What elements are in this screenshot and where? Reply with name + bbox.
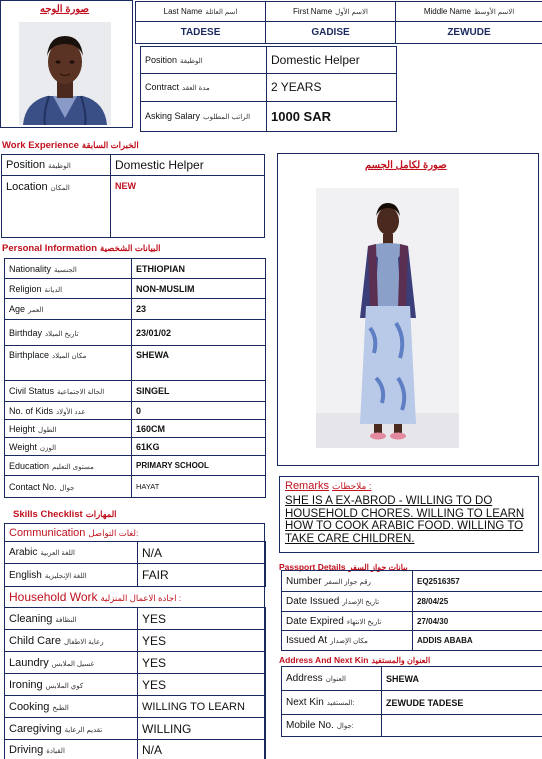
position-label-ar: الوظيفة <box>180 58 203 66</box>
education-label: Education <box>9 460 50 471</box>
passport-table: Number رقم جواز السفر EQ2516357 Date Issued تاريخ الإصدار 28/04/25 Date Expired تاريخ الانتهاء 27/04/30 Issued At مكان الإصدار ADDIS ABABA <box>281 570 542 651</box>
driving-value: N/A <box>138 740 266 759</box>
ironing-label: Ironing <box>9 678 43 691</box>
child-care-value: YES <box>138 630 266 652</box>
we-location-value: NEW <box>111 176 265 238</box>
age-label: Age <box>9 304 26 314</box>
body-photo-title: صورة لكامل الجسم <box>365 160 447 171</box>
first-name-label: First Name <box>293 7 333 16</box>
religion-value: NON-MUSLIM <box>132 279 266 299</box>
nationality-label: Nationality <box>9 263 52 274</box>
first-name-label-ar: الاسم الأول <box>335 9 368 16</box>
birthplace-value: SHEWA <box>132 346 266 381</box>
middle-name-label-ar: الاسم الأوسط <box>473 9 515 16</box>
contract-label-ar: مدة العقد <box>182 85 210 93</box>
address-value: SHEWA <box>382 667 542 691</box>
civil-status-value: SINGEL <box>132 381 266 402</box>
communication-title: Communication لغات التواصل: <box>9 527 139 539</box>
next-kin-value: ZEWUDE TADESE <box>382 691 542 715</box>
birthday-value: 23/01/02 <box>132 320 266 346</box>
caregiving-label: Caregiving <box>9 722 62 735</box>
name-table <box>135 1 542 44</box>
position-label: Position <box>145 55 178 66</box>
middle-name-value: ZEWUDE <box>396 22 542 44</box>
address-table: Address العنوان SHEWA Next Kin المستفيد: ZEWUDE TADESE Mobile No. جوال: <box>281 666 542 737</box>
height-label: Height <box>9 423 36 434</box>
arabic-label: Arabic <box>9 547 38 558</box>
remarks-text: SHE IS A EX-ABROD - WILLING TO DO HOUSEHOLD CHORES. WILLING TO LEARN HOW TO COOK ARABIC FOOD. WILLING TO TAKE CARE CHILDREN. <box>285 495 525 545</box>
personal-info-title: Personal Information البيانات الشخصية <box>2 243 161 254</box>
civil-status-label: Civil Status <box>9 386 55 396</box>
date-issued-label: Date Issued <box>286 596 340 607</box>
household-title: Household Work اجادة الاعمال المنزلية : <box>9 590 182 604</box>
cleaning-label: Cleaning <box>9 612 53 625</box>
caregiving-value: WILLING <box>138 718 266 740</box>
mobile-label: Mobile No. <box>286 720 334 731</box>
first-name-value: GADISE <box>266 22 396 44</box>
last-name-label-ar: اسم العائلة <box>205 9 238 16</box>
personal-info-table: Nationality الجنسية ETHIOPIAN Religion الديانة NON-MUSLIM Age العمر 23 Birthday تاريخ الميلاد 23/01/02 Birthplace مكان الميلاد SHEWA Civil Status الحالة الاجتماعية SINGEL No. of Kids عدد الأولاد 0 Height الطول 160CM Weight الوزن 61KG Education مستوى التعليم PRIMARY SCHOOL Contact No. جوال HAYAT <box>4 258 266 498</box>
mobile-value <box>382 715 542 737</box>
contact-label: Contact No. <box>9 481 57 492</box>
languages-table: Arabic اللغة العربية N/A English اللغة الإنجليزية FAIR <box>4 541 266 587</box>
position-value: Domestic Helper <box>267 47 397 74</box>
passport-title: Passport Details بيانات جواز السفر <box>279 562 408 572</box>
last-name-label: Last Name <box>163 7 203 16</box>
next-kin-label: Next Kin <box>286 697 324 708</box>
remarks-title: Remarks ملاحظات : <box>285 480 372 492</box>
job-table <box>140 46 397 132</box>
address-label: Address <box>286 673 323 684</box>
passport-number-label: Number <box>286 575 322 587</box>
cooking-label: Cooking <box>9 700 50 713</box>
religion-label: Religion <box>9 283 42 294</box>
date-expired-label: Date Expired <box>286 615 344 627</box>
age-value: 23 <box>132 299 266 320</box>
we-position-label-ar: الوظيفة <box>48 163 71 170</box>
birthday-label: Birthday <box>9 327 43 338</box>
passport-number-value: EQ2516357 <box>413 571 542 592</box>
we-position-label: Position <box>6 159 46 171</box>
arabic-value: N/A <box>138 542 266 564</box>
birthplace-label: Birthplace <box>9 350 50 360</box>
weight-value: 61KG <box>132 438 266 456</box>
education-value: PRIMARY SCHOOL <box>132 456 266 476</box>
middle-name-label: Middle Name <box>423 7 471 16</box>
address-title: Address And Next Kin العنوان والمستفيد <box>279 655 431 665</box>
child-care-label: Child Care <box>9 634 61 647</box>
household-table: Cleaning النظافة YES Child Care رعاية الاطفال YES Laundry غسيل الملابس YES Ironing كوي الملابس YES Cooking الطبخ WILLING TO LEARN Caregiving تقديم الرعاية WILLING Driving القيادة N/A <box>4 607 266 759</box>
contract-label: Contract <box>145 82 180 93</box>
salary-label: Asking Salary <box>145 111 201 122</box>
we-position-value: Domestic Helper <box>111 155 265 176</box>
height-value: 160CM <box>132 420 266 438</box>
weight-label: Weight <box>9 441 37 452</box>
ironing-value: YES <box>138 674 266 696</box>
issued-at-label: Issued At <box>286 635 328 646</box>
english-label: English <box>9 569 42 581</box>
face-photo <box>19 22 111 125</box>
kids-value: 0 <box>132 402 266 420</box>
issued-at-value: ADDIS ABABA <box>413 631 542 651</box>
we-location-label: Location <box>6 181 48 193</box>
work-experience-title: Work Experience الخبرات السابقة <box>2 140 139 151</box>
cleaning-value: YES <box>138 608 266 630</box>
cooking-value: WILLING TO LEARN <box>138 696 266 718</box>
english-value: FAIR <box>138 564 266 587</box>
salary-label-ar: الراتب المطلوب <box>203 114 251 122</box>
face-photo-title: صورة الوجه <box>40 4 90 15</box>
laundry-label: Laundry <box>9 656 49 669</box>
salary-value: 1000 SAR <box>267 101 397 131</box>
kids-label: No. of Kids <box>9 405 54 416</box>
last-name-value: TADESE <box>136 22 266 44</box>
nationality-value: ETHIOPIAN <box>132 259 266 279</box>
date-expired-value: 27/04/30 <box>413 612 542 631</box>
driving-label: Driving <box>9 743 44 756</box>
work-experience-table <box>1 154 265 238</box>
date-issued-value: 28/04/25 <box>413 592 542 612</box>
body-photo <box>316 188 459 448</box>
skills-title: Skills Checklist المهارات <box>13 509 117 520</box>
contract-value: 2 YEARS <box>267 74 397 101</box>
contact-value: HAYAT <box>132 476 266 498</box>
laundry-value: YES <box>138 652 266 674</box>
we-location-label-ar: المكان <box>50 185 70 192</box>
